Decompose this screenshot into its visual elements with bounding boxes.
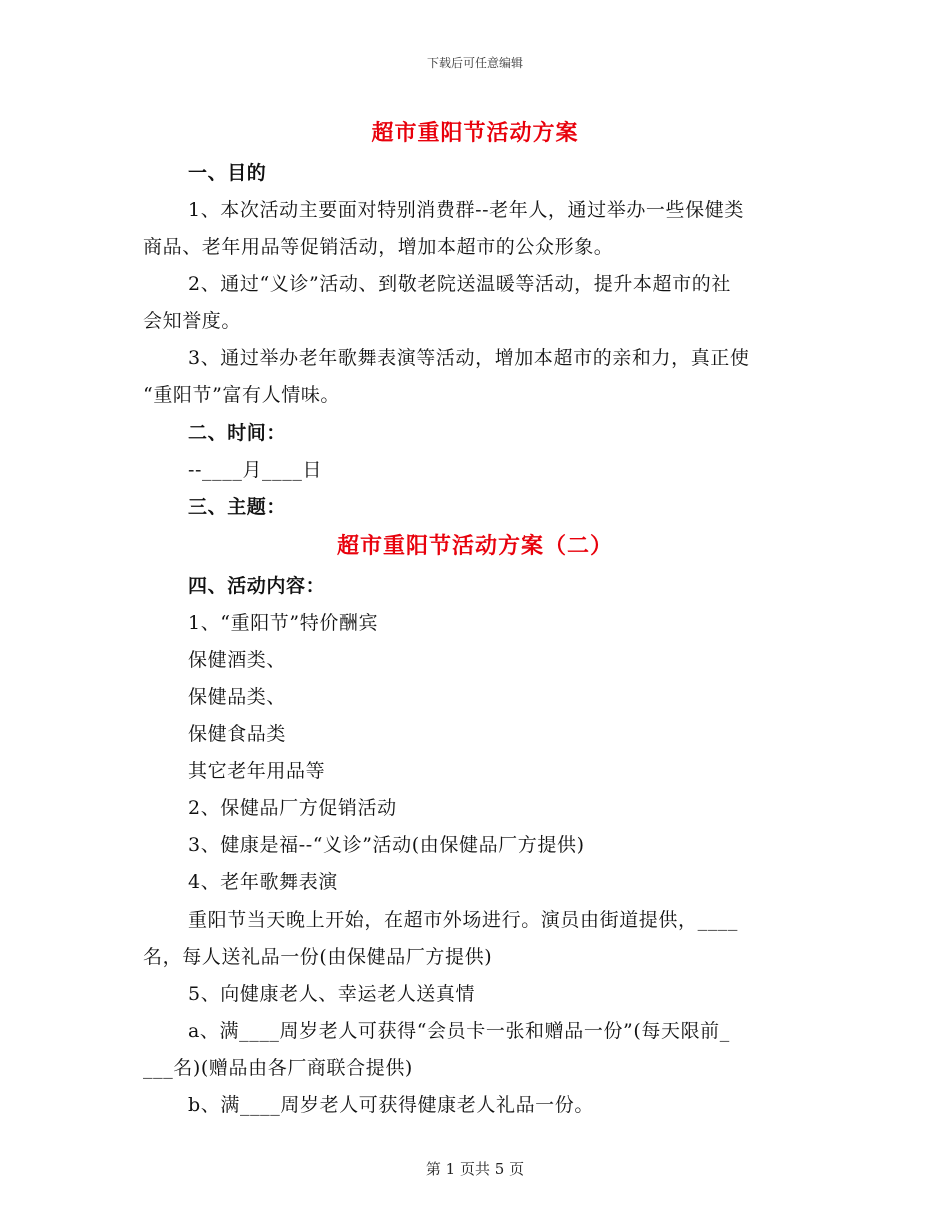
list-item: 2、保健品厂方促销活动 <box>188 797 397 819</box>
list-item: 4、老年歌舞表演 <box>188 871 338 893</box>
paragraph-line: “重阳节”富有人情味。 <box>143 384 341 406</box>
paragraph-line: b、满____周岁老人可获得健康老人礼品一份。 <box>188 1094 594 1116</box>
list-item: 3、健康是福--“义诊”活动(由保健品厂方提供) <box>188 834 585 856</box>
paragraph-line: ___名)(赠品由各厂商联合提供) <box>143 1057 413 1079</box>
paragraph-line: a、满____周岁老人可获得“会员卡一张和赠品一份”(每天限前_ <box>188 1020 730 1042</box>
header-note: 下载后可任意编辑 <box>426 56 523 70</box>
paragraph-line: 2、通过“义诊”活动、到敬老院送温暖等活动，提升本超市的社 <box>188 273 731 295</box>
list-item: 保健酒类、 <box>188 649 287 671</box>
paragraph-line: 3、通过举办老年歌舞表演等活动，增加本超市的亲和力，真正使 <box>188 347 750 369</box>
document-subtitle: 超市重阳节活动方案（二） <box>336 533 613 559</box>
section-heading-content: 四、活动内容： <box>188 575 326 597</box>
paragraph-line: 1、本次活动主要面对特别消费群--老年人，通过举办一些保健类 <box>188 199 744 221</box>
paragraph-line: 会知誉度。 <box>143 310 242 332</box>
paragraph-line: 名，每人送礼品一份(由保健品厂方提供) <box>143 946 493 968</box>
list-item: 1、“重阳节”特价酬宾 <box>188 612 379 634</box>
list-item: 其它老年用品等 <box>188 760 326 782</box>
paragraph-line: 重阳节当天晚上开始，在超市外场进行。演员由街道提供，____ <box>188 909 739 931</box>
page-number: 第 1 页共 5 页 <box>425 1160 525 1178</box>
document-title: 超市重阳节活动方案 <box>371 120 579 146</box>
date-line: --____月____日 <box>188 459 323 481</box>
list-item: 5、向健康老人、幸运老人送真情 <box>188 983 476 1005</box>
section-heading-purpose: 一、目的 <box>188 162 267 184</box>
list-item: 保健品类、 <box>188 686 287 708</box>
section-heading-theme: 三、主题： <box>188 496 287 518</box>
paragraph-line: 商品、老年用品等促销活动，增加本超市的公众形象。 <box>143 236 614 258</box>
section-heading-time: 二、时间： <box>188 422 287 444</box>
list-item: 保健食品类 <box>188 723 287 745</box>
